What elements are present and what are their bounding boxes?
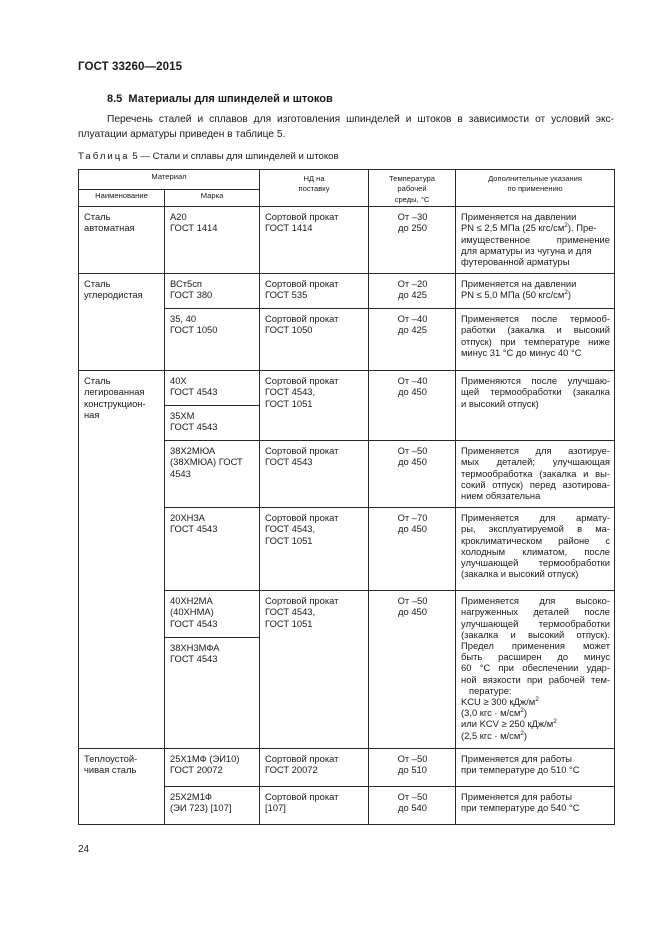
cell-nd: Сортовой прокат ГОСТ 4543 — [260, 441, 369, 508]
table-row — [79, 371, 615, 406]
cell-nd: Сортовой прокат ГОСТ 1050 — [260, 309, 369, 371]
table-caption-label: Таблица — [78, 151, 130, 162]
document-header: ГОСТ 33260—2015 — [78, 61, 183, 73]
section-title-text: Материалы для шпинделей и штоков — [128, 93, 333, 105]
cell-nd: Сортовой прокат ГОСТ 20072 — [260, 749, 369, 787]
cell-temperature: От –70 до 450 — [369, 508, 456, 591]
section-title — [107, 93, 333, 105]
cell-notes: Применяется для работы при температуре до 540 °С — [456, 787, 615, 825]
intro-paragraph: Перечень сталей и сплавов для изготовления шпинделей и штоков в зависимости от условий экс-плуатации арматуры приведен в таблице 5. — [78, 114, 614, 140]
cell-name: Теплоустой- чивая сталь — [79, 749, 165, 825]
cell-notes: Применяется после термооб- работки (закалка и высокий отпуск) при температуре ниже минус 31 °С до минус 40 °С — [456, 309, 615, 371]
cell-nd: Сортовой прокат ГОСТ 1414 — [260, 207, 369, 274]
cell-nd: Сортовой прокат ГОСТ 4543, ГОСТ 1051 — [260, 508, 369, 591]
cell-notes: Применяется на давлении PN ≤ 2,5 МПа (25 кгс/$см^2$). Пре- имущественное применение для арматуры из чугуна и для футерованной арматуры — [456, 207, 615, 274]
cell-nd: Сортовой прокат [107] — [260, 787, 369, 825]
cell-grade: ВСт5сп ГОСТ 380 — [165, 274, 260, 309]
cell-notes: Применяется для высоко- нагруженных деталей после улучшающей термообработки (закалка и высокий отпуск). Предел применения может быть расширен до минус 60 °С при обеспечении удар- ной вязкости при рабочей тем- пературе: KCU ≥ 300 кДж/$м^2$ (3,0 кгс · $м/см^2$) или KCV ≥ 250 кДж/$м^2$ (2,5 кгс · $м/см^2$) — [456, 591, 615, 749]
cell-grade: 35, 40 ГОСТ 1050 — [165, 309, 260, 371]
cell-nd: Сортовой прокат ГОСТ 4543, ГОСТ 1051 — [260, 591, 369, 749]
table-row — [79, 207, 615, 274]
cell-temperature: От –50 до 450 — [369, 591, 456, 749]
section-number: 8.5 — [107, 93, 123, 105]
cell-temperature: От –50 до 450 — [369, 441, 456, 508]
cell-name: Сталь автоматная — [79, 207, 165, 274]
cell-grade: 25Х1МФ (ЭИ10) ГОСТ 20072 — [165, 749, 260, 787]
cell-grade: А20 ГОСТ 1414 — [165, 207, 260, 274]
cell-grade: 25Х2М1Ф (ЭИ 723) [107] — [165, 787, 260, 825]
cell-temperature: От –20 до 425 — [369, 274, 456, 309]
table-caption-text: — Стали и сплавы для шпинделей и штоков — [140, 151, 339, 162]
header-grade: Марка — [165, 190, 260, 207]
table-caption-number: 5 — [132, 151, 138, 162]
cell-notes: Применяются после улучшаю- щей термообработки (закалка и высокий отпуск) — [456, 371, 615, 441]
cell-notes: Применяется для работы при температуре до 510 °С — [456, 749, 615, 787]
page-number: 24 — [78, 844, 90, 855]
header-name: Наименование — [79, 190, 165, 207]
header-nd: НД на поставку — [260, 170, 369, 207]
cell-temperature: От –30 до 250 — [369, 207, 456, 274]
table-row — [79, 274, 615, 309]
materials-table — [78, 169, 615, 825]
cell-notes: Применяется для азотируе- мых деталей; улучшающая термообработка (закалка и вы- сокий отпуск) перед азотирова- нием обязательна — [456, 441, 615, 508]
cell-grade: 38ХН3МФА ГОСТ 4543 — [165, 638, 260, 749]
cell-grade: 35ХМ ГОСТ 4543 — [165, 406, 260, 441]
header-notes: Дополнительные указания по применению — [456, 170, 615, 207]
header-temperature: Температура рабочей среды, °С — [369, 170, 456, 207]
cell-temperature: От –50 до 540 — [369, 787, 456, 825]
cell-temperature: От –40 до 425 — [369, 309, 456, 371]
cell-temperature: От –50 до 510 — [369, 749, 456, 787]
cell-name: Сталь углеродистая — [79, 274, 165, 371]
table-row — [79, 749, 615, 787]
cell-notes: Применяется для арматy- ры, эксплуатируемой в ма- кроклиматическом районе с холодным климатом, после улучшающей термообработки (закалка и высокий отпуск) — [456, 508, 615, 591]
cell-temperature: От –40 до 450 — [369, 371, 456, 441]
cell-nd: Сортовой прокат ГОСТ 4543, ГОСТ 1051 — [260, 371, 369, 441]
header-material: Материал — [79, 170, 260, 190]
cell-grade: 40Х ГОСТ 4543 — [165, 371, 260, 406]
cell-grade: 40ХН2МА (40ХНМА) ГОСТ 4543 — [165, 591, 260, 638]
cell-notes: Применяется на давлении PN ≤ 5,0 МПа (50 кгс/$см^2$) — [456, 274, 615, 309]
table-caption — [78, 151, 339, 162]
cell-name: Сталь легированная конструкцион- ная — [79, 371, 165, 749]
cell-grade: 38Х2МЮА (38ХМЮА) ГОСТ 4543 — [165, 441, 260, 508]
cell-grade: 20ХН3А ГОСТ 4543 — [165, 508, 260, 591]
cell-nd: Сортовой прокат ГОСТ 535 — [260, 274, 369, 309]
